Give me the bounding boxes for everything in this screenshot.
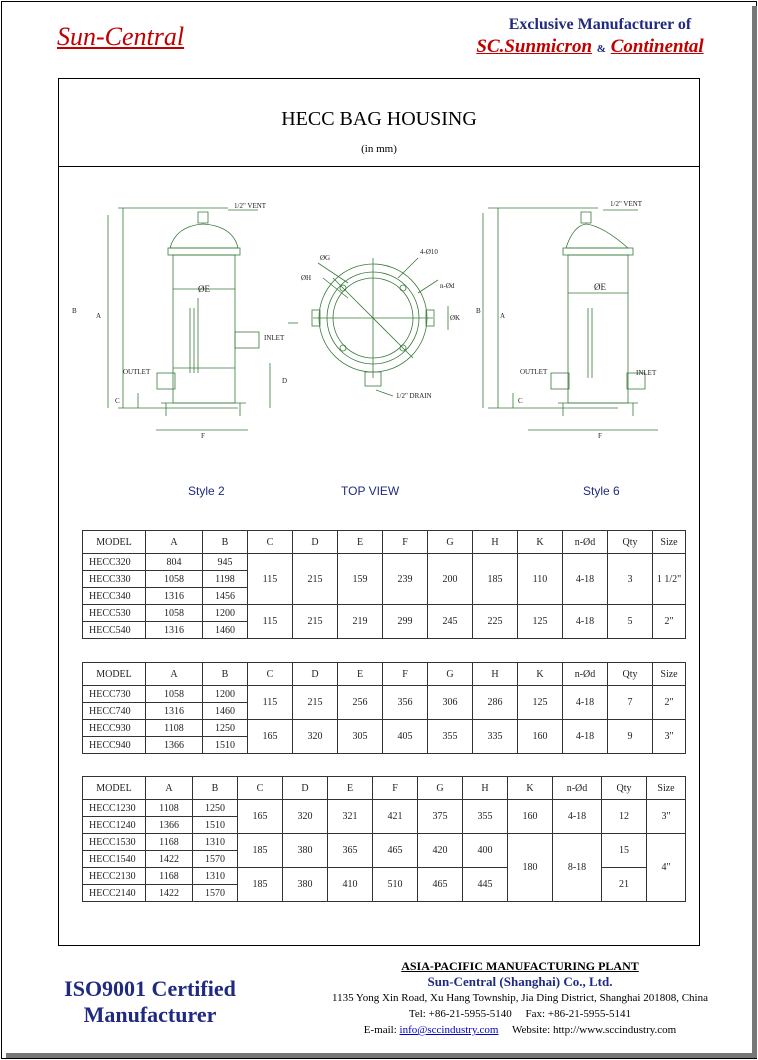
model-cell: HECC1240	[83, 817, 146, 834]
col-header: G	[418, 777, 463, 800]
cell: 804	[146, 554, 203, 571]
cell: 410	[328, 868, 373, 902]
table-row	[83, 686, 686, 703]
cell: 1108	[146, 720, 203, 737]
style2-drawing	[108, 208, 298, 430]
label-inlet-left: INLET	[264, 334, 285, 342]
label-vent-left: 1/2" VENT	[234, 202, 267, 210]
cell: 510	[373, 868, 418, 902]
page-shadow	[752, 6, 757, 1058]
col-header: D	[293, 663, 338, 686]
label-k: ØK	[450, 314, 461, 322]
cell: 380	[283, 868, 328, 902]
col-header: A	[146, 663, 203, 686]
model-cell: HECC2130	[83, 868, 146, 885]
label-g: ØG	[320, 254, 331, 262]
label-outlet-left: OUTLET	[123, 368, 151, 376]
cell: 465	[418, 868, 463, 902]
col-header: F	[383, 663, 428, 686]
cell: 1058	[146, 571, 203, 588]
model-cell: HECC1530	[83, 834, 146, 851]
label-b-left: B	[72, 307, 77, 315]
cell: 110	[518, 554, 563, 605]
plant-title: ASIA-PACIFIC MANUFACTURING PLANT	[401, 959, 639, 973]
label-a-left: A	[96, 312, 102, 320]
cell: 306	[428, 686, 473, 720]
cell: 200	[428, 554, 473, 605]
address: 1135 Yong Xin Road, Xu Hang Township, Jia Ding District, Shanghai 201808, China	[332, 992, 708, 1004]
cell: 1510	[193, 817, 238, 834]
cell: 185	[238, 834, 283, 868]
cell: 15	[602, 834, 647, 868]
cell: 1168	[146, 868, 193, 885]
model-cell: HECC1540	[83, 851, 146, 868]
cell: 365	[328, 834, 373, 868]
label-diameter-left: ØE	[198, 284, 210, 294]
col-header: MODEL	[83, 531, 146, 554]
col-header: MODEL	[83, 663, 146, 686]
col-header: K	[508, 777, 553, 800]
cell: 185	[238, 868, 283, 902]
cell: 420	[418, 834, 463, 868]
table-row	[83, 720, 686, 737]
table-row	[83, 605, 686, 622]
exclusive-text: Exclusive Manufacturer of	[508, 16, 692, 33]
model-cell: HECC730	[83, 686, 146, 703]
cell: 356	[383, 686, 428, 720]
col-header: B	[193, 777, 238, 800]
cell: 225	[473, 605, 518, 639]
cell: 115	[248, 686, 293, 720]
table-row	[83, 834, 686, 851]
col-header: K	[518, 663, 563, 686]
cell: 1310	[193, 868, 238, 885]
table-header-row	[83, 531, 686, 554]
col-header: K	[518, 531, 563, 554]
cell: 380	[283, 834, 328, 868]
unit-note: (in mm)	[361, 143, 397, 155]
col-header: G	[428, 531, 473, 554]
cell: 215	[293, 605, 338, 639]
cell: 1198	[203, 571, 248, 588]
model-cell: HECC740	[83, 703, 146, 720]
cell: 256	[338, 686, 383, 720]
col-header: B	[203, 663, 248, 686]
cell: 2"	[653, 605, 686, 639]
model-cell: HECC1230	[83, 800, 146, 817]
cell: 1310	[193, 834, 238, 851]
cell: 180	[508, 834, 553, 902]
cell: 4-18	[563, 720, 608, 754]
col-header: C	[248, 531, 293, 554]
cell: 465	[373, 834, 418, 868]
col-header: Size	[653, 663, 686, 686]
cell: 355	[463, 800, 508, 834]
caption-style6: Style 6	[583, 484, 620, 498]
col-header: E	[328, 777, 373, 800]
label-a-right: A	[500, 312, 506, 320]
email-label: E-mail:	[363, 1024, 397, 1036]
col-header: F	[373, 777, 418, 800]
cell: 1366	[146, 817, 193, 834]
spec-table-1	[82, 530, 686, 639]
table-row	[83, 800, 686, 817]
cell: 1460	[203, 622, 248, 639]
col-header: H	[463, 777, 508, 800]
cell: 375	[418, 800, 463, 834]
col-header: D	[293, 531, 338, 554]
col-header: C	[238, 777, 283, 800]
cell: 3"	[653, 720, 686, 754]
cell: 215	[293, 554, 338, 605]
top-view-drawing	[312, 258, 448, 396]
cell: 165	[238, 800, 283, 834]
amp: &	[596, 43, 606, 55]
style6-drawing	[483, 208, 658, 430]
cell: 4-18	[563, 686, 608, 720]
cell: 421	[373, 800, 418, 834]
cell: 245	[428, 605, 473, 639]
model-cell: HECC330	[83, 571, 146, 588]
table-row	[83, 554, 686, 571]
col-header: Qty	[608, 663, 653, 686]
cell: 286	[473, 686, 518, 720]
cell: 1316	[146, 622, 203, 639]
model-cell: HECC940	[83, 737, 146, 754]
cell: 1316	[146, 703, 203, 720]
cell: 355	[428, 720, 473, 754]
cell: 1058	[146, 605, 203, 622]
cell: 1058	[146, 686, 203, 703]
model-cell: HECC930	[83, 720, 146, 737]
cell: 321	[328, 800, 373, 834]
brand-logo: Sun-Central	[57, 22, 185, 51]
cell: 3	[608, 554, 653, 605]
col-header: B	[203, 531, 248, 554]
label-diameter-right: ØE	[594, 282, 606, 292]
col-header: n-Ød	[563, 663, 608, 686]
cell: 1200	[203, 605, 248, 622]
email-web	[300, 1022, 740, 1038]
label-drain: 1/2" DRAIN	[396, 392, 432, 400]
cell: 400	[463, 834, 508, 868]
cell: 7	[608, 686, 653, 720]
cell: 1570	[193, 885, 238, 902]
col-header: A	[146, 777, 193, 800]
divider	[58, 166, 700, 167]
cell: 5	[608, 605, 653, 639]
label-outlet-right: OUTLET	[520, 368, 548, 376]
cell: 320	[293, 720, 338, 754]
label-b-right: B	[476, 307, 481, 315]
page-title: HECC BAG HOUSING	[281, 108, 477, 130]
col-header: MODEL	[83, 777, 146, 800]
col-header: Qty	[608, 531, 653, 554]
spec-table-2	[82, 662, 686, 754]
col-header: n-Ød	[563, 531, 608, 554]
cell: 1510	[203, 737, 248, 754]
label-c-left: C	[115, 397, 120, 405]
contact-block	[300, 958, 740, 1038]
cell: 1250	[193, 800, 238, 817]
brand-names	[440, 36, 740, 58]
col-header: E	[338, 531, 383, 554]
cell: 1422	[146, 851, 193, 868]
housing-drawings	[58, 168, 700, 478]
cell: 8-18	[553, 834, 602, 902]
brand-a: SC.Sunmicron	[476, 36, 593, 57]
cell: 1460	[203, 703, 248, 720]
cell: 21	[602, 868, 647, 902]
cell: 185	[473, 554, 518, 605]
cell: 125	[518, 605, 563, 639]
col-header: Qty	[602, 777, 647, 800]
table-header-row	[83, 777, 686, 800]
caption-style2: Style 2	[188, 484, 225, 498]
col-header: H	[473, 531, 518, 554]
cell: 12	[602, 800, 647, 834]
brand-b: Continental	[610, 36, 704, 57]
model-cell: HECC2140	[83, 885, 146, 902]
cell: 335	[473, 720, 518, 754]
label-h: ØH	[301, 274, 312, 282]
label-f-right: F	[598, 432, 602, 440]
cell: 159	[338, 554, 383, 605]
cell: 3"	[647, 800, 686, 834]
label-d-left: D	[282, 377, 288, 385]
iso-line-2: Manufacturer	[83, 1002, 217, 1027]
model-cell: HECC340	[83, 588, 146, 605]
label-bolts: 4-Ø10	[420, 248, 438, 256]
cell: 1316	[146, 588, 203, 605]
cell: 1250	[203, 720, 248, 737]
model-cell: HECC320	[83, 554, 146, 571]
col-header: Size	[653, 531, 686, 554]
cell: 4-18	[553, 800, 602, 834]
cell: 2"	[653, 686, 686, 720]
col-header: C	[248, 663, 293, 686]
iso-certification	[20, 976, 280, 1028]
page-shadow	[6, 1053, 757, 1058]
cell: 1366	[146, 737, 203, 754]
col-header: E	[338, 663, 383, 686]
cell: 1 1/2"	[653, 554, 686, 605]
cell: 215	[293, 686, 338, 720]
cell: 1200	[203, 686, 248, 703]
cell: 1422	[146, 885, 193, 902]
company-name: Sun-Central (Shanghai) Co., Ltd.	[427, 974, 613, 989]
label-nd: n-Ød	[440, 282, 455, 290]
iso-line-1: ISO9001 Certified	[64, 976, 236, 1001]
cell: 305	[338, 720, 383, 754]
email-link[interactable]: info@sccindustry.com	[399, 1024, 499, 1036]
cell: 320	[283, 800, 328, 834]
cell: 165	[248, 720, 293, 754]
cell: 405	[383, 720, 428, 754]
spec-table-3	[82, 776, 686, 902]
label-f-left: F	[201, 432, 205, 440]
model-cell: HECC540	[83, 622, 146, 639]
cell: 115	[248, 605, 293, 639]
col-header: G	[428, 663, 473, 686]
cell: 1456	[203, 588, 248, 605]
label-vent-right: 1/2" VENT	[610, 200, 643, 208]
website[interactable]: Website: http://www.sccindustry.com	[512, 1024, 677, 1036]
cell: 299	[383, 605, 428, 639]
model-cell: HECC530	[83, 605, 146, 622]
cell: 160	[518, 720, 563, 754]
col-header: D	[283, 777, 328, 800]
cell: 1168	[146, 834, 193, 851]
phone-fax: Tel: +86-21-5955-5140 Fax: +86-21-5955-5141	[408, 1008, 632, 1020]
col-header: F	[383, 531, 428, 554]
cell: 1570	[193, 851, 238, 868]
cell: 239	[383, 554, 428, 605]
col-header: Size	[647, 777, 686, 800]
cell: 160	[508, 800, 553, 834]
cell: 445	[463, 868, 508, 902]
caption-top-view: TOP VIEW	[341, 484, 400, 498]
cell: 219	[338, 605, 383, 639]
label-inlet-right: INLET	[636, 369, 657, 377]
label-c-right: C	[518, 397, 523, 405]
col-header: A	[146, 531, 203, 554]
cell: 4-18	[563, 554, 608, 605]
col-header: H	[473, 663, 518, 686]
cell: 9	[608, 720, 653, 754]
cell: 125	[518, 686, 563, 720]
cell: 1108	[146, 800, 193, 817]
cell: 4-18	[563, 605, 608, 639]
table-header-row	[83, 663, 686, 686]
cell: 115	[248, 554, 293, 605]
cell: 945	[203, 554, 248, 571]
col-header: n-Ød	[553, 777, 602, 800]
cell: 4"	[647, 834, 686, 902]
